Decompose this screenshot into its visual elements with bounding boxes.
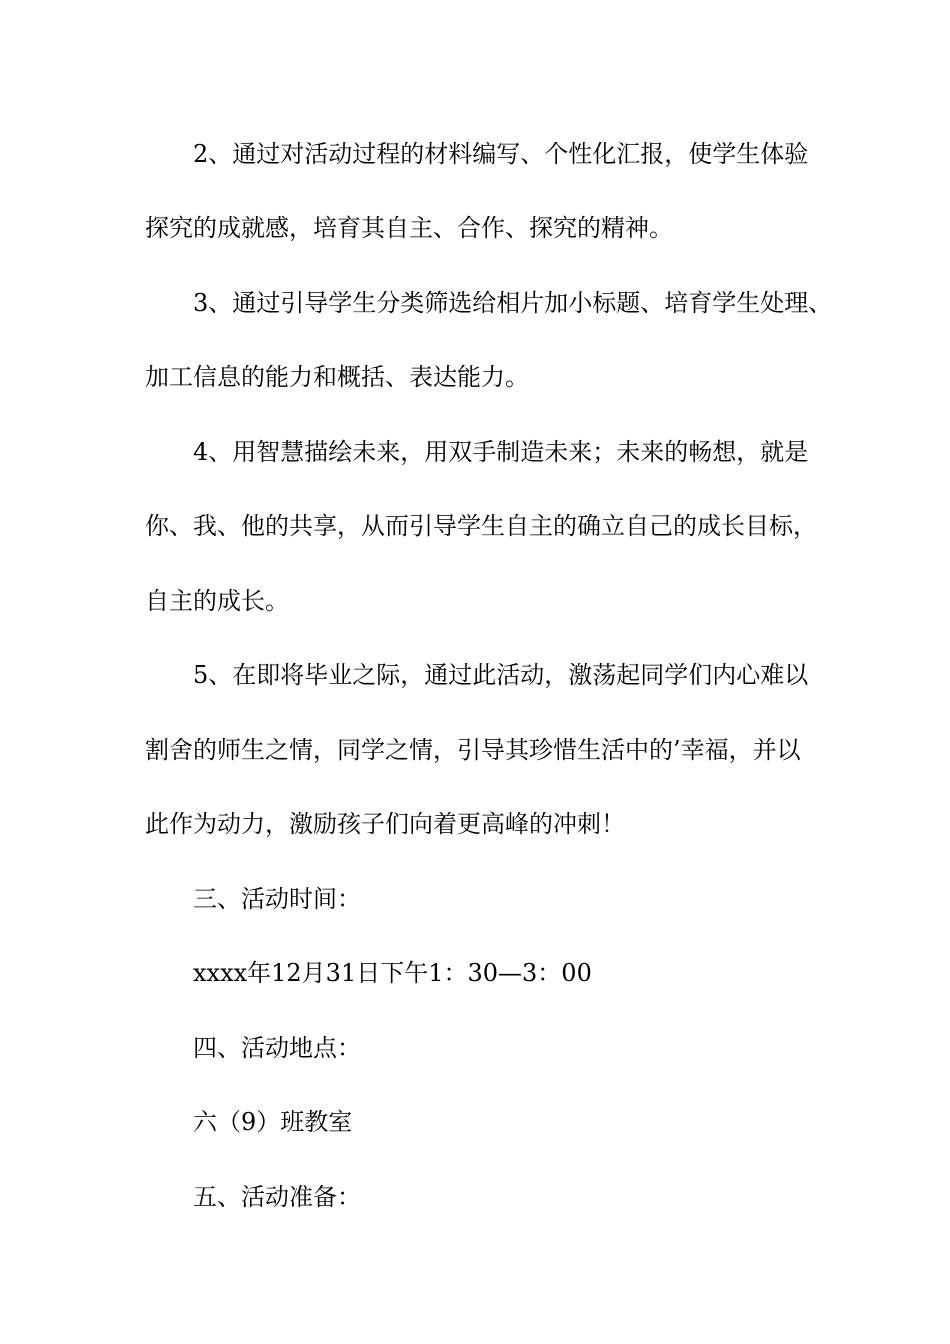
- text-line: 此作为动力，激励孩子们向着更高峰的冲刺！: [145, 810, 625, 838]
- text-line: 六（9）班教室: [193, 1108, 353, 1136]
- text-line: 割舍的师生之情，同学之情，引导其珍惜生活中的’幸福，并以: [145, 736, 801, 764]
- text-line: 加工信息的能力和概括、表达能力。: [145, 363, 529, 391]
- section-heading: 五、活动准备：: [193, 1183, 361, 1211]
- section-heading: 四、活动地点：: [193, 1034, 361, 1062]
- text-line: 探究的成就感，培育其自主、合作、探究的精神。: [145, 214, 673, 242]
- text-line: 5、在即将毕业之际，通过此活动，激荡起同学们内心难以: [193, 661, 809, 689]
- text-line: 3、通过引导学生分类筛选给相片加小标题、培育学生处理、: [193, 289, 833, 317]
- section-heading: 三、活动时间：: [193, 885, 361, 913]
- text-line: 你、我、他的共享，从而引导学生自主的确立自己的成长目标，: [145, 512, 817, 540]
- text-line: 2、通过对活动过程的材料编写、个性化汇报，使学生体验: [193, 140, 809, 168]
- text-line: 自主的成长。: [145, 587, 289, 615]
- text-line: 4、用智慧描绘未来，用双手制造未来；未来的畅想，就是: [193, 438, 809, 466]
- text-line: xxxx年12月31日下午1：30—3：00: [193, 959, 592, 987]
